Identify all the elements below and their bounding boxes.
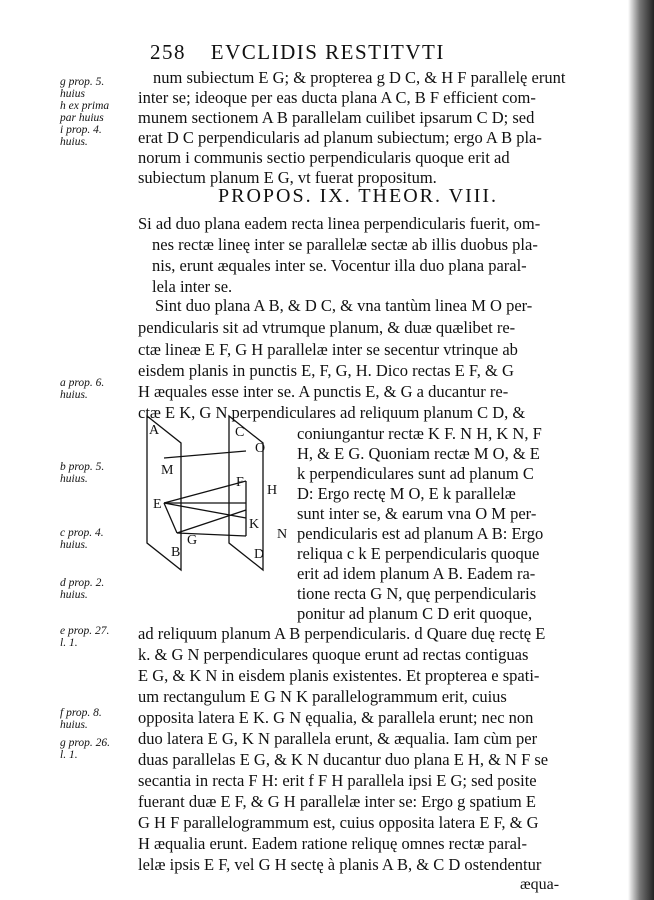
text-line: subiectum planum E G, vt fuerat propositum. [138, 168, 437, 187]
label-h: H [267, 483, 278, 498]
line-gh [177, 510, 246, 533]
marginal-ref-f [60, 707, 102, 731]
marginal-refs-top [60, 76, 109, 148]
marginal-ref: a prop. 6. [60, 377, 105, 389]
marginal-ref: d prop. 2. [60, 577, 105, 589]
body-line: H æquales esse inter se. A punctis E, & G a ducantur re- [138, 382, 509, 401]
body-line: reliqua c k E perpendicularis quoque [297, 544, 540, 563]
marginal-ref: i prop. 4. [60, 124, 102, 136]
label-f: F [236, 475, 244, 490]
body-line: pendicularis est ad planum A B: Ergo [297, 524, 544, 543]
body-line: Sint duo plana A B, & D C, & vna tantùm linea M O per- [155, 296, 533, 315]
marginal-ref-book: huius. [60, 589, 88, 601]
catchword: æqua- [520, 876, 560, 893]
marginal-ref: g prop. 26. [60, 737, 111, 749]
marginal-ref-book: l. 1. [60, 637, 78, 649]
label-b: B [171, 545, 181, 560]
text-line: norum i communis sectio perpendicularis quoque erit ad [138, 148, 510, 167]
label-n: N [277, 527, 288, 542]
body-line: k perpendiculares sunt ad planum C [297, 464, 534, 483]
label-e: E [153, 497, 162, 512]
body-line: duo latera E G, K N parallela erunt, & æqualia. Iam cùm per [138, 729, 538, 748]
body-line: secantia in recta F H: erit f F H parallela ipsi E G; sed posite [138, 771, 537, 790]
marginal-ref-book: huius. [60, 719, 88, 731]
marginal-ref-g [60, 737, 110, 761]
body-line: pendicularis sit ad vtrumque planum, & duæ quælibet re- [138, 318, 516, 337]
text-line: inter se; ideoque per eas ducta plana A C, B F efficient com- [138, 88, 536, 107]
marginal-ref: huius [60, 88, 85, 100]
enunciation-line: lela inter se. [152, 277, 233, 296]
label-o: O [255, 441, 266, 456]
proposition-title: PROPOS. IX. THEOR. VIII. [218, 185, 499, 207]
body-line: erit ad idem planum A B. Eadem ra- [297, 564, 536, 583]
marginal-ref: e prop. 27. [60, 625, 110, 637]
marginal-ref: h ex prima [60, 100, 110, 112]
body-line: H, & E G. Quoniam rectæ M O, & E [297, 444, 540, 463]
body-line: ponitur ad planum C D erit quoque, [297, 604, 533, 623]
line-mo [164, 451, 246, 458]
body-line: ctæ E K, G N perpendiculares ad reliquum planum C D, & [138, 403, 526, 422]
body-line: H æqualia erunt. Eadem ratione reliquę omnes rectæ paral- [138, 834, 527, 853]
marginal-ref: f prop. 8. [60, 707, 102, 719]
marginal-ref: par huius [60, 112, 104, 124]
line-eg [164, 503, 177, 533]
page-edge-shadow [628, 0, 654, 900]
label-m: M [161, 463, 174, 478]
label-k: K [249, 517, 260, 532]
body-line: um rectangulum E G N K parallelogrammum erit, cuius [138, 687, 507, 706]
marginal-ref-a [60, 377, 104, 401]
marginal-ref-b [60, 461, 104, 485]
enunciation-line: nis, erunt æquales inter se. Vocentur illa duo plana paral- [152, 256, 527, 275]
body-line: opposita latera E K. G N ęqualia, & parallela erunt; nec non [138, 708, 534, 727]
body-line: eisdem planis in punctis E, F, G, H. Dico rectas E F, & G [138, 361, 514, 380]
label-d: D [254, 547, 265, 562]
marginal-ref-book: huius. [60, 539, 88, 551]
running-title: EVCLIDIS RESTITVTI [210, 40, 445, 64]
body-line: k. & G N perpendiculares quoque erunt ad rectas contiguas [138, 645, 529, 664]
marginal-ref-c [60, 527, 104, 551]
text-line: erat D C perpendicularis ad planum subiectum; ergo A B pla- [138, 128, 542, 147]
marginal-ref: c prop. 4. [60, 527, 104, 539]
marginal-ref-book: l. 1. [60, 749, 78, 761]
marginal-ref: b prop. 5. [60, 461, 105, 473]
line-ef [164, 481, 246, 503]
label-a: A [149, 423, 160, 438]
body-line: ad reliquum planum A B perpendicularis. d Quare duę rectę E [138, 624, 546, 643]
label-c: C [235, 425, 245, 440]
body-line: duas parallelas E G, & K N ducantur duo plana E H, & N F se [138, 750, 549, 769]
body-line: lelæ ipsis E F, vel G H sectę à planis A B, & C D ostendentur [138, 855, 542, 874]
body-line: tione recta G N, quę perpendicularis [297, 584, 537, 603]
body-line: E G, & K N in eisdem planis existentes. Et propterea e spati- [138, 666, 540, 685]
parallel-planes-figure [137, 408, 297, 572]
body-line: D: Ergo rectę M O, E k parallelæ [297, 484, 516, 503]
body-line: sunt inter se, & earum vna O M per- [297, 504, 537, 523]
marginal-ref-book: huius. [60, 473, 88, 485]
marginal-ref-book: huius. [60, 389, 88, 401]
enunciation-line: nes rectæ lineę inter se parallelæ sectæ ab illis duobus pla- [152, 235, 538, 254]
label-g: G [187, 533, 198, 548]
marginal-ref-d [60, 577, 104, 601]
body-line: fuerant duæ E F, & G H parallelæ inter se: Ergo g spatium E [138, 792, 536, 811]
marginal-ref-e [60, 625, 109, 649]
body-line: ctæ lineæ E F, G H parallelæ inter se secentur vtrinque ab [138, 340, 518, 359]
marginal-ref: huius. [60, 136, 88, 148]
page-number: 258 [150, 40, 186, 64]
running-header [150, 40, 445, 65]
marginal-ref: g prop. 5. [60, 76, 105, 88]
text-line: num subiectum E G; & propterea g D C, & H F parallelę erunt [153, 68, 566, 87]
enunciation-line: Si ad duo plana eadem recta linea perpendicularis fuerit, om- [138, 214, 541, 233]
text-line: munem sectionem A B parallelam cuilibet ipsarum C D; sed [138, 108, 535, 127]
body-line: G H F parallelogrammum est, cuius opposita latera E F, & G [138, 813, 539, 832]
body-line: coniungantur rectæ K F. N H, K N, F [297, 424, 542, 443]
line-eg-diag [164, 503, 246, 518]
